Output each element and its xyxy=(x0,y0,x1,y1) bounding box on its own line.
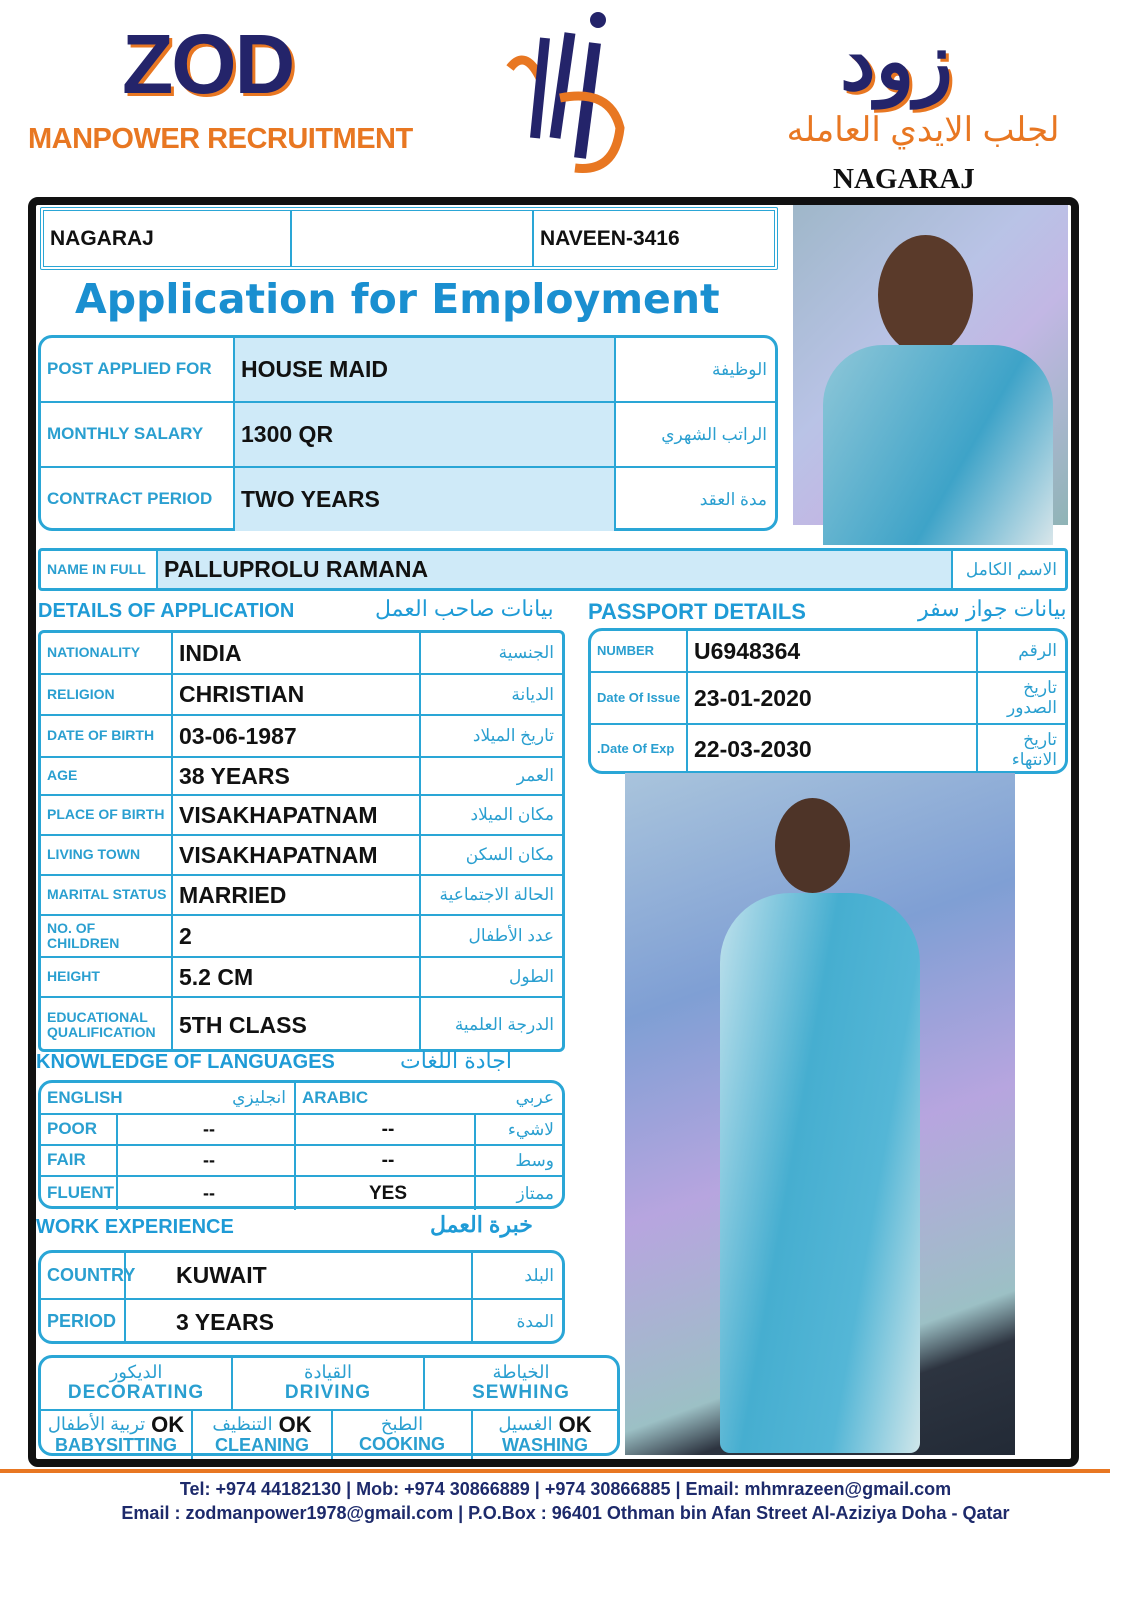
det-row xyxy=(41,916,562,958)
det-row xyxy=(41,958,562,998)
skill-english: SEWHING xyxy=(472,1381,570,1403)
pp-row xyxy=(591,725,1065,774)
company-logo-icon xyxy=(500,8,635,173)
pp-row xyxy=(591,631,1065,673)
reference-box xyxy=(40,207,778,270)
full-name-row xyxy=(38,548,1068,591)
skill-header xyxy=(381,1415,423,1435)
row-value: 23-01-2020 xyxy=(688,673,978,723)
work-table xyxy=(38,1250,565,1344)
english-arabic-label: انجليزي xyxy=(232,1087,286,1107)
row-label: PLACE OF BIRTH xyxy=(41,796,173,834)
row-value: 3 YEARS xyxy=(126,1300,473,1344)
details-arabic-heading: بيانات صاحب العمل xyxy=(375,596,554,621)
skill-decorating xyxy=(41,1358,233,1409)
skill-header xyxy=(498,1414,591,1436)
row-arabic: تاريخ الميلاد xyxy=(472,726,554,745)
skill-arabic: تربية الأطفال xyxy=(47,1414,146,1435)
agent-name: NAGARAJ xyxy=(833,163,975,195)
row-value: 2 xyxy=(173,916,421,956)
row-arabic: الحالة الاجتماعية xyxy=(439,885,554,904)
det-row xyxy=(41,633,562,675)
row-label: POST APPLIED FOR xyxy=(41,338,235,401)
skill-cleaning xyxy=(193,1411,333,1459)
det-row xyxy=(41,836,562,876)
skill-driving xyxy=(233,1358,425,1409)
passport-heading: PASSPORT DETAILS xyxy=(588,599,806,624)
skill-english: WASHING xyxy=(501,1435,588,1456)
level-arabic: وسط xyxy=(515,1150,554,1170)
arabic-label: ARABIC xyxy=(302,1087,369,1107)
language-row xyxy=(41,1146,562,1177)
skill-arabic: الغسيل xyxy=(498,1414,553,1435)
row-label: NATIONALITY xyxy=(41,633,173,673)
row-arabic: البلد xyxy=(524,1265,554,1285)
skill-arabic: التنظيف xyxy=(212,1414,273,1435)
skill-english: DRIVING xyxy=(284,1381,372,1403)
passport-table xyxy=(588,628,1068,774)
row-value: HOUSE MAID xyxy=(235,338,616,401)
skill-english: COOKING xyxy=(358,1434,445,1454)
work-row xyxy=(41,1300,562,1344)
brand-arabic-subtitle: لجلب الايدي العامله xyxy=(786,111,1060,149)
row-label: PERIOD xyxy=(41,1300,126,1344)
skill-cooking xyxy=(333,1411,473,1459)
row-arabic: مكان الميلاد xyxy=(470,805,554,824)
job-table xyxy=(38,335,778,531)
row-value: 38 YEARS xyxy=(173,758,421,794)
skill-header xyxy=(212,1414,311,1436)
row-label: NUMBER xyxy=(591,631,688,671)
full-name-label: NAME IN FULL xyxy=(41,551,158,588)
languages-table xyxy=(38,1080,565,1209)
row-arabic: العمر xyxy=(516,766,554,785)
row-label: MARITAL STATUS xyxy=(41,876,173,914)
row-value: 5.2 CM xyxy=(173,958,421,996)
row-value: MARRIED xyxy=(173,876,421,914)
arabic-level: -- xyxy=(296,1115,476,1144)
languages-arabic-heading: اجادة اللغات xyxy=(400,1048,512,1073)
row-arabic: تاريخ الانتهاء xyxy=(1011,729,1057,769)
english-level: -- xyxy=(118,1146,296,1175)
row-arabic: مكان السكن xyxy=(465,845,554,864)
det-row xyxy=(41,675,562,716)
row-value: VISAKHAPATNAM xyxy=(173,796,421,834)
row-label: EDUCATIONAL QUALIFICATION xyxy=(41,998,173,1052)
row-arabic: الطول xyxy=(509,967,554,986)
full-name-arabic: الاسم الكامل xyxy=(965,559,1057,579)
languages-heading: KNOWLEDGE OF LANGUAGES xyxy=(36,1051,335,1073)
row-arabic: الديانة xyxy=(511,684,554,704)
level-label: FAIR xyxy=(41,1146,118,1175)
row-label: Date Of Issue xyxy=(591,673,688,723)
footer-divider xyxy=(0,1469,1110,1473)
row-value: KUWAIT xyxy=(126,1253,473,1298)
row-value: INDIA xyxy=(173,633,421,673)
brand-arabic: زود xyxy=(840,17,953,106)
det-row xyxy=(41,716,562,758)
row-arabic: عدد الأطفال xyxy=(468,926,554,945)
arabic-level: YES xyxy=(296,1177,476,1210)
skill-header xyxy=(493,1363,550,1383)
skill-arabic: القيادة xyxy=(304,1362,352,1383)
skill-header xyxy=(304,1363,352,1383)
skill-english: BABYSITTING xyxy=(54,1435,177,1456)
skill-english: DECORATING xyxy=(67,1381,205,1403)
row-label: .Date Of Exp xyxy=(591,725,688,774)
job-row xyxy=(41,403,775,468)
footer-address: Email : zodmanpower1978@gmail.com | P.O.Box : 96401 Othman bin Afan Street Al-Aziziya Doha - Qatar xyxy=(121,1503,1010,1523)
row-arabic: الراتب الشهري xyxy=(661,424,767,444)
row-label: LIVING TOWN xyxy=(41,836,173,874)
row-value: 5TH CLASS xyxy=(173,998,421,1052)
pp-row xyxy=(591,673,1065,725)
ref-code: NAVEEN-3416 xyxy=(540,226,680,250)
skill-arabic: الديكور xyxy=(109,1362,163,1383)
skill-arabic: الخياطة xyxy=(492,1362,550,1383)
skill-header xyxy=(48,1414,184,1436)
row-label: COUNTRY xyxy=(41,1253,126,1298)
row-label: NO. OF CHILDREN xyxy=(41,916,173,956)
skill-header xyxy=(110,1363,163,1383)
row-value: 03-06-1987 xyxy=(173,716,421,756)
skill-sewhing xyxy=(425,1358,617,1409)
det-row xyxy=(41,796,562,836)
portrait-photo xyxy=(793,205,1068,525)
skill-washing xyxy=(473,1411,617,1459)
skills-table xyxy=(38,1355,620,1456)
row-label: RELIGION xyxy=(41,675,173,714)
row-arabic: المدة xyxy=(516,1312,554,1331)
row-value: 1300 QR xyxy=(235,403,616,466)
full-name-value: PALLUPROLU RAMANA xyxy=(158,551,953,588)
work-row xyxy=(41,1253,562,1300)
page-title: Application for Employment xyxy=(75,275,720,323)
ref-middle xyxy=(292,211,534,266)
arabic-level: -- xyxy=(296,1146,476,1175)
level-label: FLUENT xyxy=(41,1177,118,1210)
row-arabic: مدة العقد xyxy=(699,489,767,509)
details-heading: DETAILS OF APPLICATION xyxy=(38,600,295,622)
english-label: ENGLISH xyxy=(47,1087,123,1107)
level-arabic: لاشيء xyxy=(507,1119,554,1139)
skill-babysitting xyxy=(41,1411,193,1459)
skill-mark: OK xyxy=(558,1412,592,1438)
brand-subtitle: MANPOWER RECRUITMENT xyxy=(28,123,413,155)
det-row xyxy=(41,998,562,1052)
row-label: MONTHLY SALARY xyxy=(41,403,235,466)
ref-agent: NAGARAJ xyxy=(44,211,292,266)
row-arabic: الرقم xyxy=(1018,641,1057,660)
english-level: -- xyxy=(118,1115,296,1144)
skill-mark: OK xyxy=(278,1412,312,1438)
full-length-photo xyxy=(625,773,1015,1455)
english-level: -- xyxy=(118,1177,296,1210)
row-label: HEIGHT xyxy=(41,958,173,996)
row-label: DATE OF BIRTH xyxy=(41,716,173,756)
row-value: TWO YEARS xyxy=(235,468,616,531)
footer-contact: Tel: +974 44182130 | Mob: +974 30866889 | +974 30866885 | Email: mhmrazeen@gmail.com xyxy=(179,1479,952,1499)
job-row xyxy=(41,468,775,531)
row-label: AGE xyxy=(41,758,173,794)
passport-arabic-heading: بيانات جواز سفر xyxy=(918,596,1067,621)
job-row xyxy=(41,338,775,403)
row-value: VISAKHAPATNAM xyxy=(173,836,421,874)
row-arabic: تاريخ الصدور xyxy=(1007,678,1057,717)
row-value: U6948364 xyxy=(688,631,978,671)
brand-logo-text: ZOD xyxy=(122,17,294,111)
skill-arabic: الطبخ xyxy=(380,1414,424,1435)
work-arabic-heading: خبرة العمل xyxy=(430,1212,533,1237)
row-value: 22-03-2030 xyxy=(688,725,978,774)
level-label: POOR xyxy=(41,1115,118,1144)
work-heading: WORK EXPERIENCE xyxy=(36,1216,234,1238)
language-row xyxy=(41,1177,562,1210)
row-label: CONTRACT PERIOD xyxy=(41,468,235,531)
row-arabic: الدرجة العلمية xyxy=(454,1015,554,1034)
row-arabic: الجنسية xyxy=(498,643,554,662)
skill-mark: OK xyxy=(151,1412,185,1438)
row-arabic: الوظيفة xyxy=(711,359,767,379)
language-row xyxy=(41,1115,562,1146)
details-table xyxy=(38,630,565,1052)
det-row xyxy=(41,876,562,916)
det-row xyxy=(41,758,562,796)
skill-english: CLEANING xyxy=(215,1435,309,1456)
row-value: CHRISTIAN xyxy=(173,675,421,714)
level-arabic: ممتاز xyxy=(516,1183,554,1203)
arabic-arabic-label: عربي xyxy=(515,1087,554,1107)
